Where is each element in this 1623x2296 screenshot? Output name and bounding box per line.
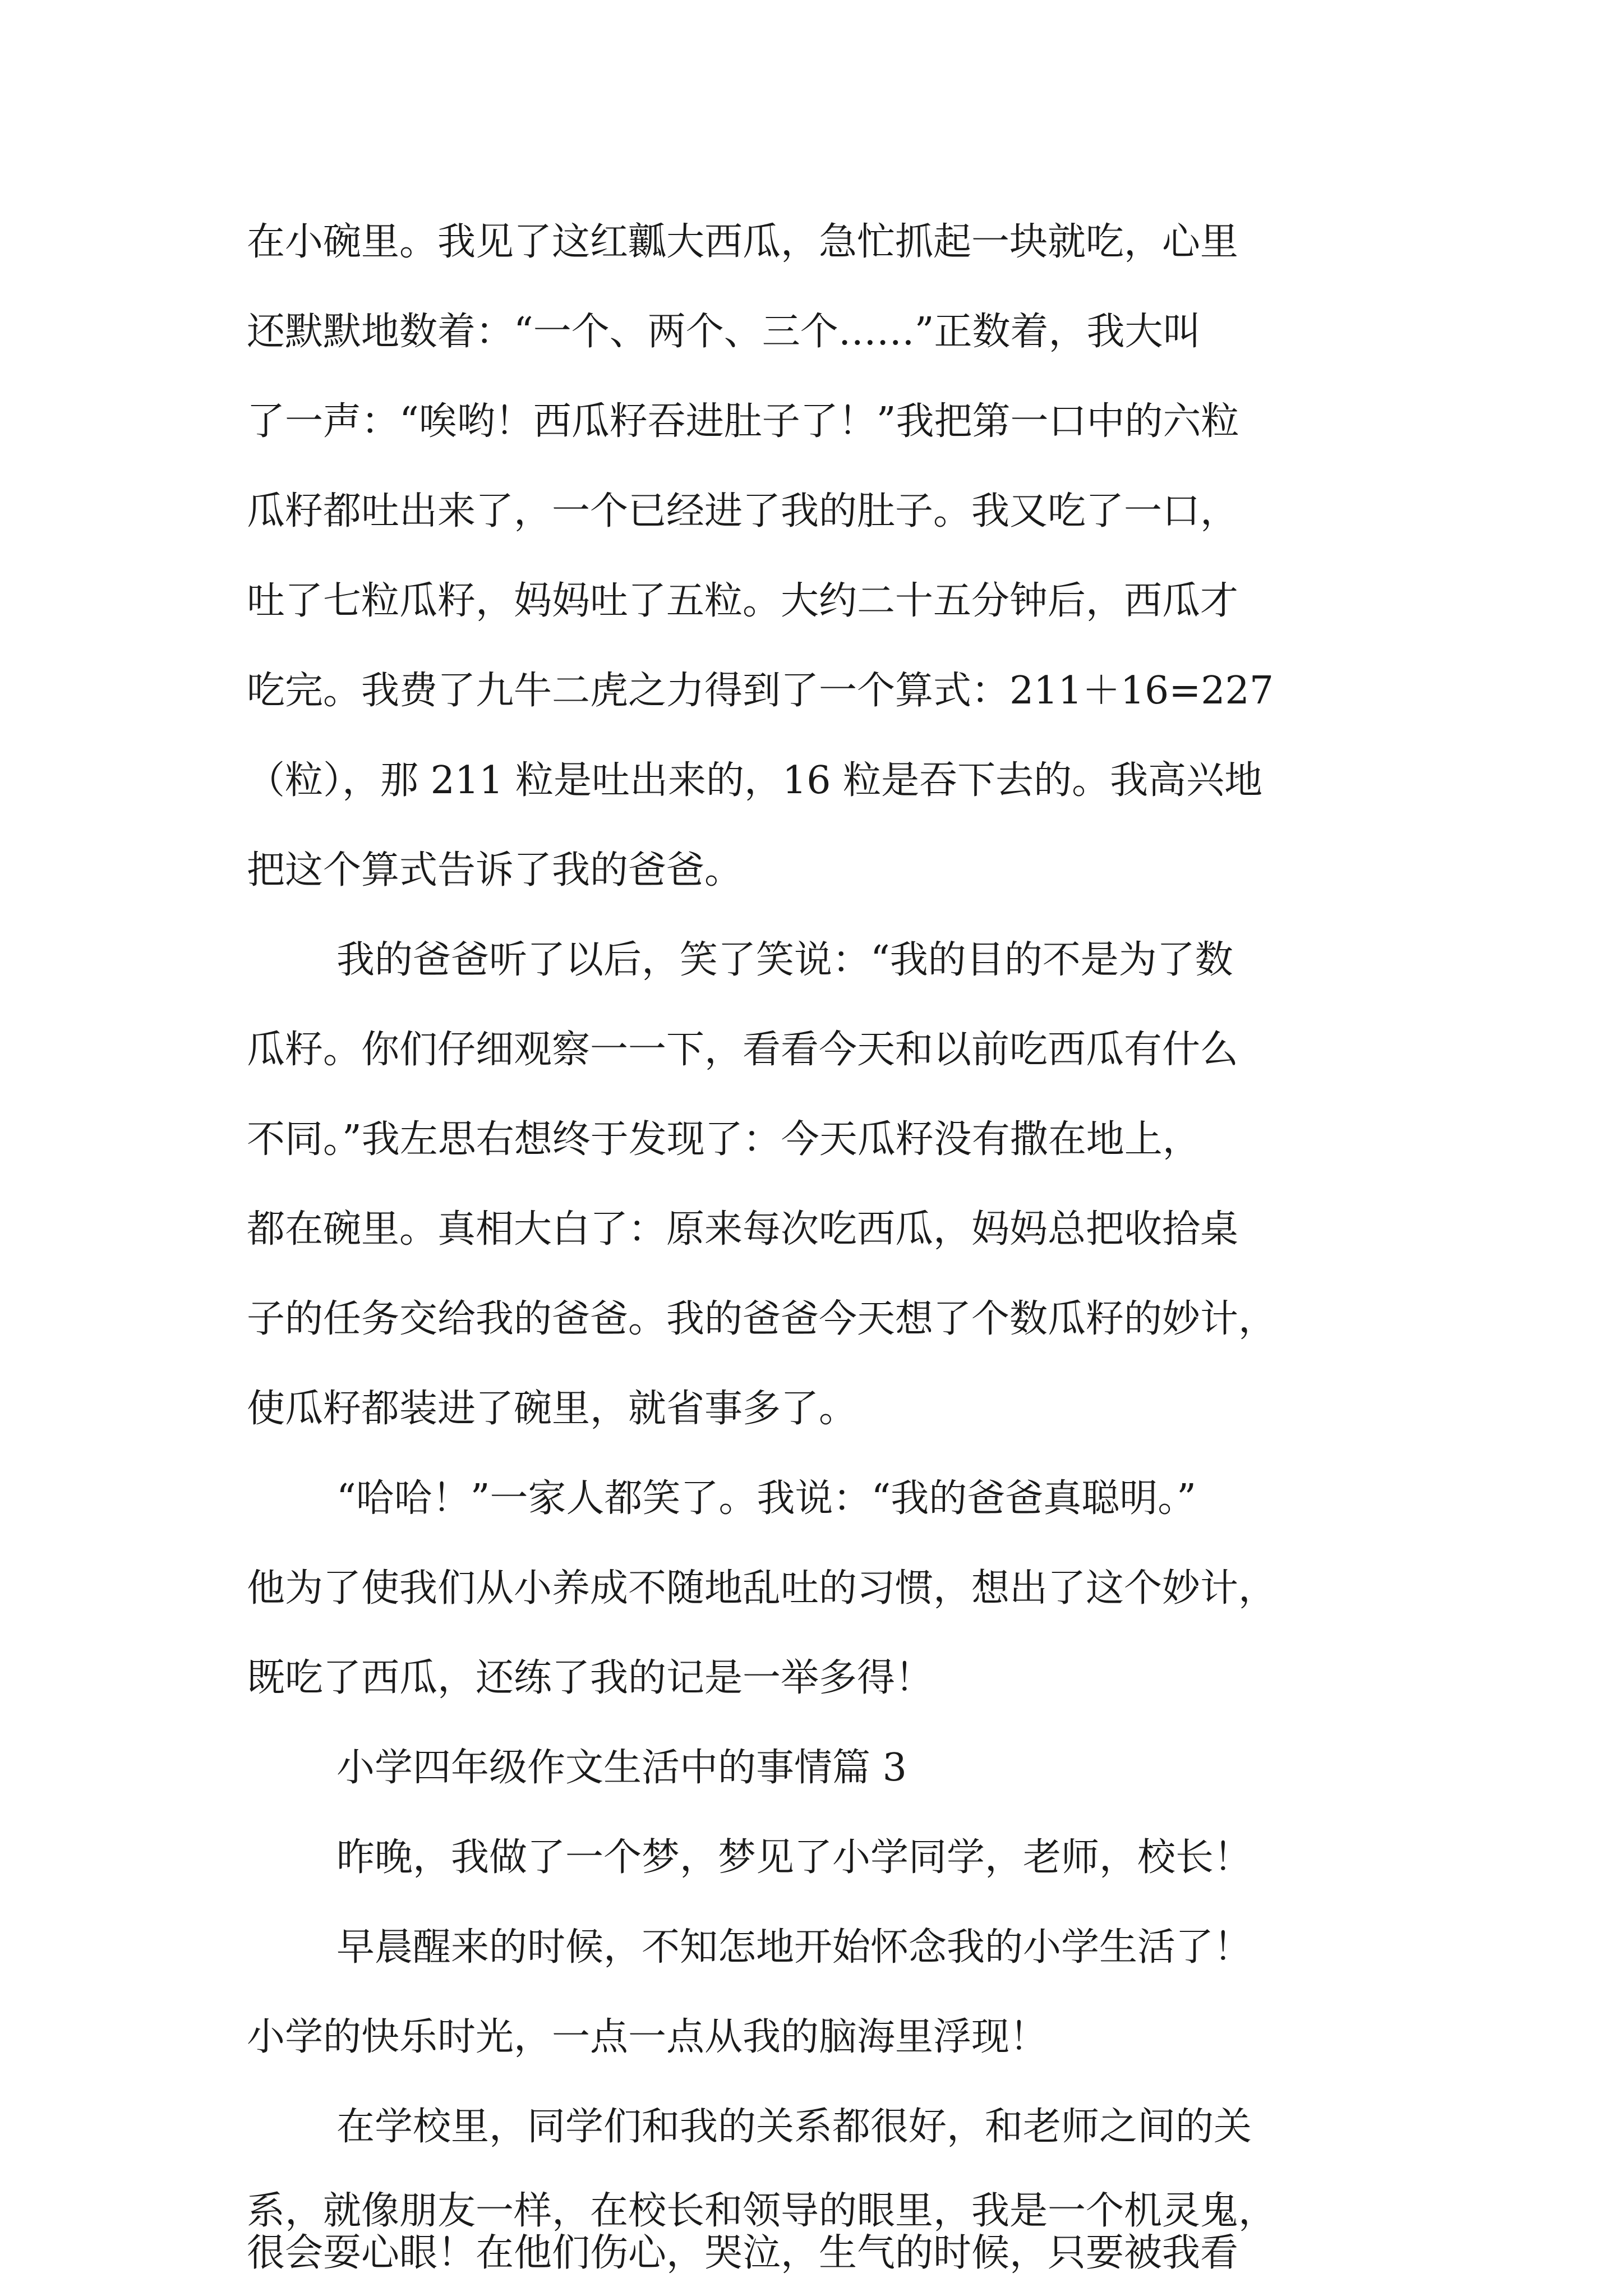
text-line: 瓜籽。你们仔细观察一一下，看看今天和以前吃西瓜有什么 <box>247 1028 1239 1072</box>
text-line: 了一声：“唉哟！西瓜籽吞进肚子了！”我把第一口中的六粒 <box>247 399 1239 444</box>
paragraph-start: “哈哈！”一家人都笑了。我说：“我的爸爸真聪明。” <box>336 1476 1197 1521</box>
text-line: 子的任务交给我的爸爸。我的爸爸今天想了个数瓜籽的妙计， <box>247 1297 1277 1341</box>
text-line: 吃完。我费了九牛二虎之力得到了一个算式：211＋16=227 <box>247 669 1274 713</box>
text-line: 瓜籽都吐出来了，一个已经进了我的肚子。我又吃了一口， <box>247 489 1239 533</box>
text-line: 都在碗里。真相大白了：原来每次吃西瓜，妈妈总把收拾桌 <box>247 1207 1239 1251</box>
section-heading: 小学四年级作文生活中的事情篇 3 <box>336 1746 907 1790</box>
text-line: 使瓜籽都装进了碗里，就省事多了。 <box>247 1387 857 1431</box>
text-line: 他为了使我们从小养成不随地乱吐的习惯，想出了这个妙计， <box>247 1566 1277 1611</box>
text-line: 在小碗里。我见了这红瓤大西瓜，急忙抓起一块就吃，心里 <box>247 220 1239 264</box>
text-line: 小学的快乐时光，一点一点从我的脑海里浮现！ <box>247 2015 1048 2059</box>
paragraph-start: 在学校里，同学们和我的关系都很好，和老师之间的关 <box>336 2105 1252 2149</box>
text-line: 系，就像朋友一样，在校长和领导的眼里，我是一个机灵鬼， <box>247 2189 1277 2233</box>
text-line: 把这个算式告诉了我的爸爸。 <box>247 848 743 892</box>
text-line: 很会耍心眼！在他们伤心，哭泣，生气的时候，只要被我看 <box>247 2231 1239 2275</box>
text-line: 还默默地数着：“一个、两个、三个……”正数着，我大叫 <box>247 310 1201 354</box>
paragraph-start: 昨晚，我做了一个梦，梦见了小学同学，老师，校长！ <box>336 1835 1252 1880</box>
text-line: 吐了七粒瓜籽，妈妈吐了五粒。大约二十五分钟后，西瓜才 <box>247 579 1239 623</box>
paragraph-start: 我的爸爸听了以后，笑了笑说：“我的目的不是为了数 <box>336 938 1233 982</box>
text-line: 不同。”我左思右想终于发现了：今天瓜籽没有撒在地上， <box>247 1117 1201 1162</box>
paragraph-start: 早晨醒来的时候，不知怎地开始怀念我的小学生活了！ <box>336 1925 1252 1970</box>
text-line: （粒），那 211 粒是吐出来的，16 粒是吞下去的。我高兴地 <box>247 758 1263 803</box>
text-line: 既吃了西瓜，还练了我的记是一举多得！ <box>247 1656 934 1700</box>
